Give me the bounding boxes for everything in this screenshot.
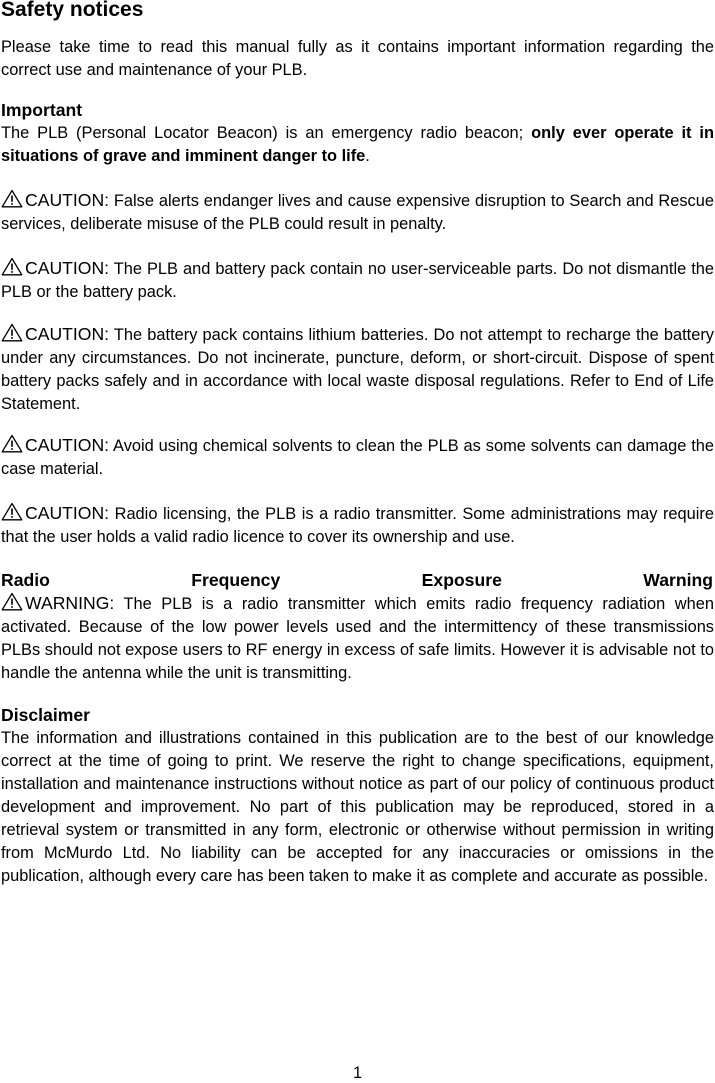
caution-4 [1, 434, 714, 481]
important-emphasis: only ever operate it in situations of grave and imminent danger to life [1, 124, 714, 165]
caution-text: Radio licensing, the PLB is a radio transmitter. Some administrations may require that the user holds a valid radio licence to cover its ownership and use. [1, 505, 714, 546]
rf-heading-word: Exposure [421, 570, 502, 590]
caution-paragraph [1, 189, 714, 236]
caution-label: CAUTION: [25, 190, 110, 210]
disclaimer-section [1, 704, 714, 888]
caution-3 [1, 323, 714, 416]
caution-1 [1, 189, 714, 236]
rf-warning-paragraph [1, 592, 714, 685]
important-text: The PLB (Personal Locator Beacon) is an emergency radio beacon; [1, 124, 532, 142]
rf-exposure-heading [1, 569, 714, 592]
caution-label: CAUTION: [25, 435, 110, 455]
page-title: Safety notices [1, 0, 144, 21]
warning-triangle-icon [1, 257, 23, 276]
caution-text: The PLB and battery pack contain no user-serviceable parts. Do not dismantle the PLB or the battery pack. [1, 260, 714, 301]
important-paragraph [1, 122, 714, 168]
important-heading: Important [1, 100, 83, 120]
caution-paragraph [1, 434, 714, 481]
rf-exposure-section [1, 569, 714, 685]
caution-label: CAUTION: [25, 503, 110, 523]
caution-5 [1, 502, 714, 549]
intro-paragraph: Please take time to read this manual fully as it contains important information regarding the correct use and maintenance of your PLB. [1, 38, 714, 79]
warning-triangle-icon [1, 592, 23, 611]
important-text-end: . [365, 147, 370, 165]
disclaimer-paragraph: The information and illustrations contained in this publication are to the best of our knowledge correct at the time of going to print. We reserve the right to change specifications, equipment, installation and maintenance instructions without notice as part of our policy of continuous product development and improvement. No part of this publication may be reproduced, stored in a retrieval system or transmitted in any form, electronic or otherwise without permission in writing from McMurdo Ltd. No liability can be accepted for any inaccuracies or omissions in the publication, although every care has been taken to make it as complete and accurate as possible. [1, 729, 714, 885]
caution-text: The battery pack contains lithium batteries. Do not attempt to recharge the battery under any circumstances. Do not incinerate, puncture, deform, or short-circuit. Dispose of spent battery packs safely and in accordance with local waste disposal regulations. Refer to End of Life Statement. [1, 326, 714, 413]
warning-triangle-icon [1, 434, 23, 453]
warning-label: WARNING: [25, 593, 115, 613]
caution-paragraph [1, 323, 714, 416]
caution-2 [1, 257, 714, 304]
rf-heading-word: Frequency [191, 570, 281, 590]
rf-heading-word: Radio [1, 570, 50, 590]
caution-label: CAUTION: [25, 258, 110, 278]
intro-section [1, 36, 714, 82]
disclaimer-heading: Disclaimer [1, 705, 90, 725]
caution-text: Avoid using chemical solvents to clean the PLB as some solvents can damage the case material. [1, 437, 714, 478]
caution-text: False alerts endanger lives and cause expensive disruption to Search and Rescue services, deliberate misuse of the PLB could result in penalty. [1, 192, 714, 233]
warning-text: The PLB is a radio transmitter which emits radio frequency radiation when activated. Because of the low power levels used and the intermittency of these transmissions PLBs should not expose users to RF energy in excess of safe limits. However it is advisable not to handle the antenna while the unit is transmitting. [1, 595, 714, 682]
caution-label: CAUTION: [25, 324, 110, 344]
warning-triangle-icon [1, 189, 23, 208]
rf-heading-word: Warning [643, 570, 713, 590]
warning-triangle-icon [1, 502, 23, 521]
page-number: 1 [352, 1064, 363, 1082]
important-section [1, 99, 714, 168]
warning-triangle-icon [1, 323, 23, 342]
caution-paragraph [1, 502, 714, 549]
caution-paragraph [1, 257, 714, 304]
